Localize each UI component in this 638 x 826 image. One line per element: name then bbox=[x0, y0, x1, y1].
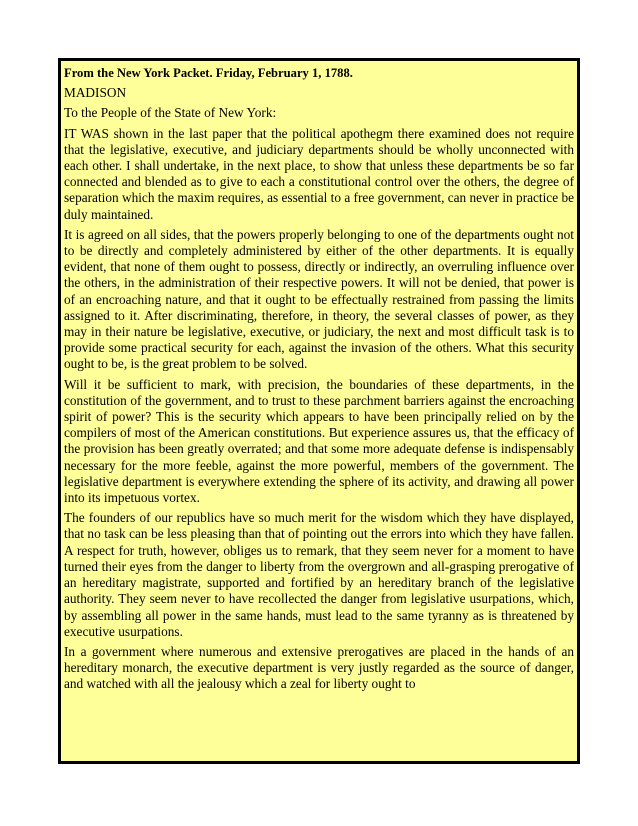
source-dateline: From the New York Packet. Friday, February 1, 1788. bbox=[64, 66, 353, 80]
paragraph-5: In a government where numerous and extensive prerogatives are placed in the hands of an hereditary monarch, the executive department is very justly regarded as the source of danger, and watched with all the jealousy which a zeal for liberty ought to bbox=[64, 643, 574, 692]
paragraph-2: It is agreed on all sides, that the powers properly belonging to one of the departments ought not to be directly and completely administered by either of the other departments. It is equally evident, that none of them ought to possess, directly or indirectly, an overruling influence over the others, in the administration of their respective powers. It will not be denied, that power is of an encroaching nature, and that it ought to be effectually restrained from passing the limits assigned to it. After discriminating, therefore, in theory, the several classes of power, as they may in their nature be legislative, executive, or judiciary, the next and most difficult task is to provide some practical security for each, against the invasion of the others. What this security ought to be, is the great problem to be solved. bbox=[64, 226, 574, 372]
document-frame bbox=[58, 58, 580, 764]
salutation: To the People of the State of New York: bbox=[64, 105, 277, 121]
paragraph-4: The founders of our republics have so much merit for the wisdom which they have displayed, that no task can be less pleasing than that of pointing out the errors into which they have fallen. A respect for truth, however, obliges us to remark, that they seem never for a moment to have turned their eyes from the danger to liberty from the overgrown and all-grasping prerogative of an hereditary magistrate, supported and fortified by an hereditary branch of the legislative authority. They seem never to have recollected the danger from legislative usurpations, which, by assembling all power in the same hands, must lead to the same tyranny as is threatened by executive usurpations. bbox=[64, 510, 574, 639]
paragraph-1: IT WAS shown in the last paper that the political apothegm there examined does not require that the legislative, executive, and judiciary departments should be wholly unconnected with each other. I shall undertake, in the next place, to show that unless these departments be so far connected and blended as to give to each a constitutional control over the others, the degree of separation which the maxim requires, as essential to a free government, can never in practice be duly maintained. bbox=[64, 125, 574, 222]
author-name: MADISON bbox=[64, 85, 127, 101]
document-body bbox=[61, 61, 577, 693]
paragraph-3: Will it be sufficient to mark, with precision, the boundaries of these departments, in the constitution of the government, and to trust to these parchment barriers against the encroaching spirit of power? This is the security which appears to have been principally relied on by the compilers of most of the American constitutions. But experience assures us, that the efficacy of the provision has been greatly overrated; and that some more adequate defense is indispensably necessary for the more feeble, against the more powerful, members of the government. The legislative department is everywhere extending the sphere of its activity, and drawing all power into its impetuous vortex. bbox=[64, 376, 574, 506]
